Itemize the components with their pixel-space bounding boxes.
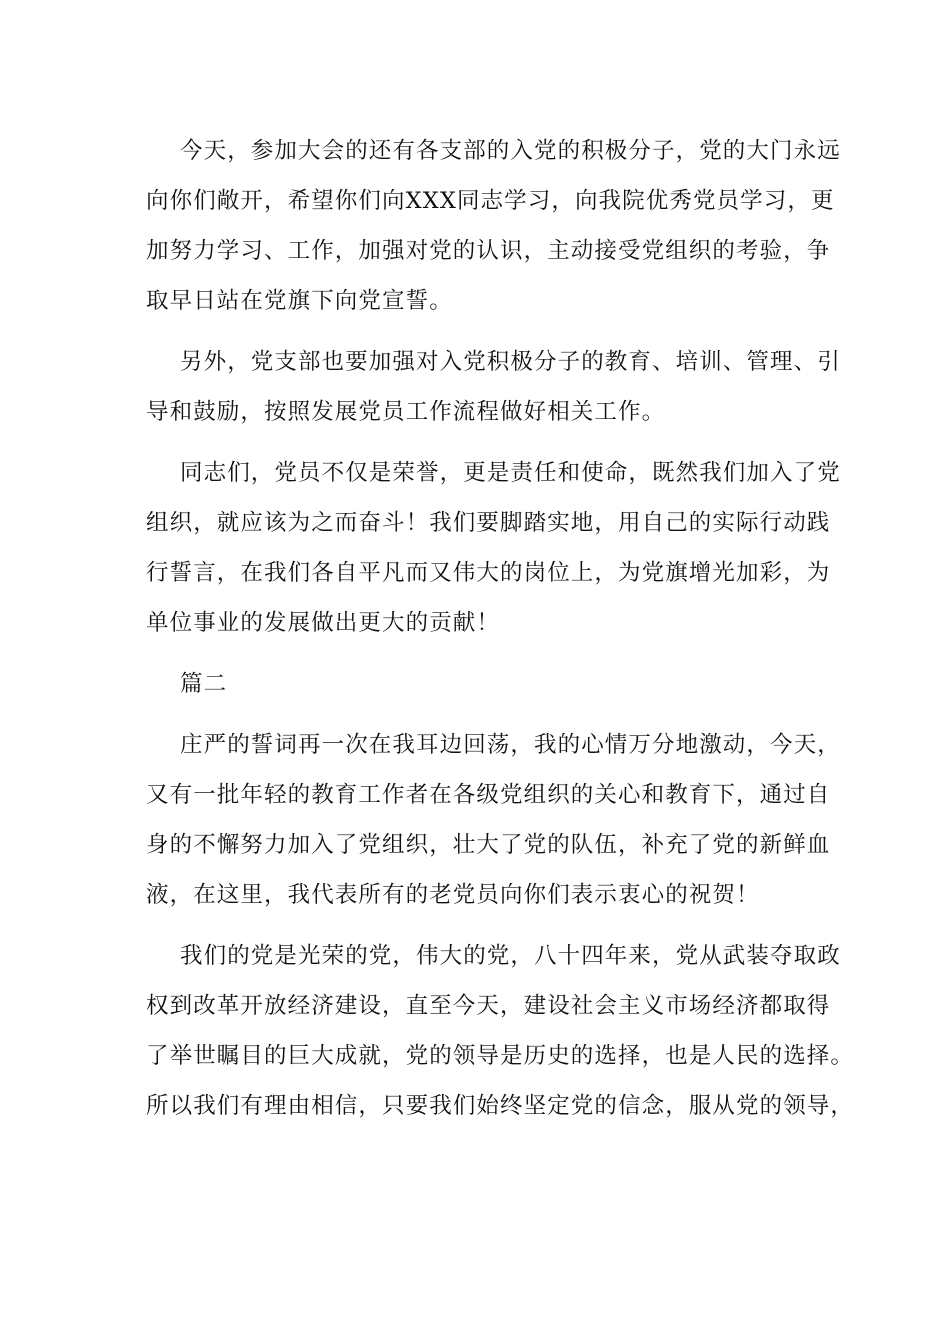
text-line: 液，在这里，我代表所有的老党员向你们表示衷心的祝贺！ <box>146 882 760 908</box>
text-line: 行誓言，在我们各自平凡而又伟大的岗位上，为党旗增光加彩，为 <box>146 560 831 586</box>
text-line: 又有一批年轻的教育工作者在各级党组织的关心和教育下，通过自 <box>146 782 831 808</box>
text-line: 了举世瞩目的巨大成就，党的领导是历史的选择，也是人民的选择。 <box>146 1043 855 1069</box>
text-line: 取早日站在党旗下向党宣誓。 <box>146 288 453 314</box>
text-line: 同志们，党员不仅是荣誉，更是责任和使命，既然我们加入了党 <box>180 460 841 486</box>
text-line: 权到改革开放经济建设，直至今天，建设社会主义市场经济都取得 <box>146 993 831 1019</box>
text-line: 庄严的誓词再一次在我耳边回荡，我的心情万分地激动，今天， <box>180 732 841 758</box>
section-heading: 篇二 <box>180 671 228 697</box>
text-line: 单位事业的发展做出更大的贡献！ <box>146 610 501 636</box>
text-line: 组织，就应该为之而奋斗！我们要脚踏实地，用自己的实际行动践 <box>146 510 831 536</box>
document-body <box>146 126 855 1142</box>
text-line: 向你们敞开，希望你们向XXX同志学习，向我院优秀党员学习，更 <box>146 188 835 214</box>
text-line: 今天，参加大会的还有各支部的入党的积极分子，党的大门永远 <box>180 138 841 164</box>
paragraph-oath <box>146 720 841 920</box>
paragraph-comrades <box>146 448 841 648</box>
text-line: 我们的党是光荣的党，伟大的党，八十四年来，党从武装夺取政 <box>180 943 841 969</box>
paragraph-branch <box>146 337 841 437</box>
text-line: 导和鼓励，按照发展党员工作流程做好相关工作。 <box>146 399 666 425</box>
paragraph-party-history <box>146 931 855 1131</box>
text-line: 加努力学习、工作，加强对党的认识，主动接受党组织的考验，争 <box>146 238 831 264</box>
text-line: 另外，党支部也要加强对入党积极分子的教育、培训、管理、引 <box>180 349 841 375</box>
text-line: 身的不懈努力加入了党组织，壮大了党的队伍，补充了党的新鲜血 <box>146 832 831 858</box>
paragraph-activists <box>146 126 841 326</box>
text-line: 所以我们有理由相信，只要我们始终坚定党的信念，服从党的领导， <box>146 1093 855 1119</box>
